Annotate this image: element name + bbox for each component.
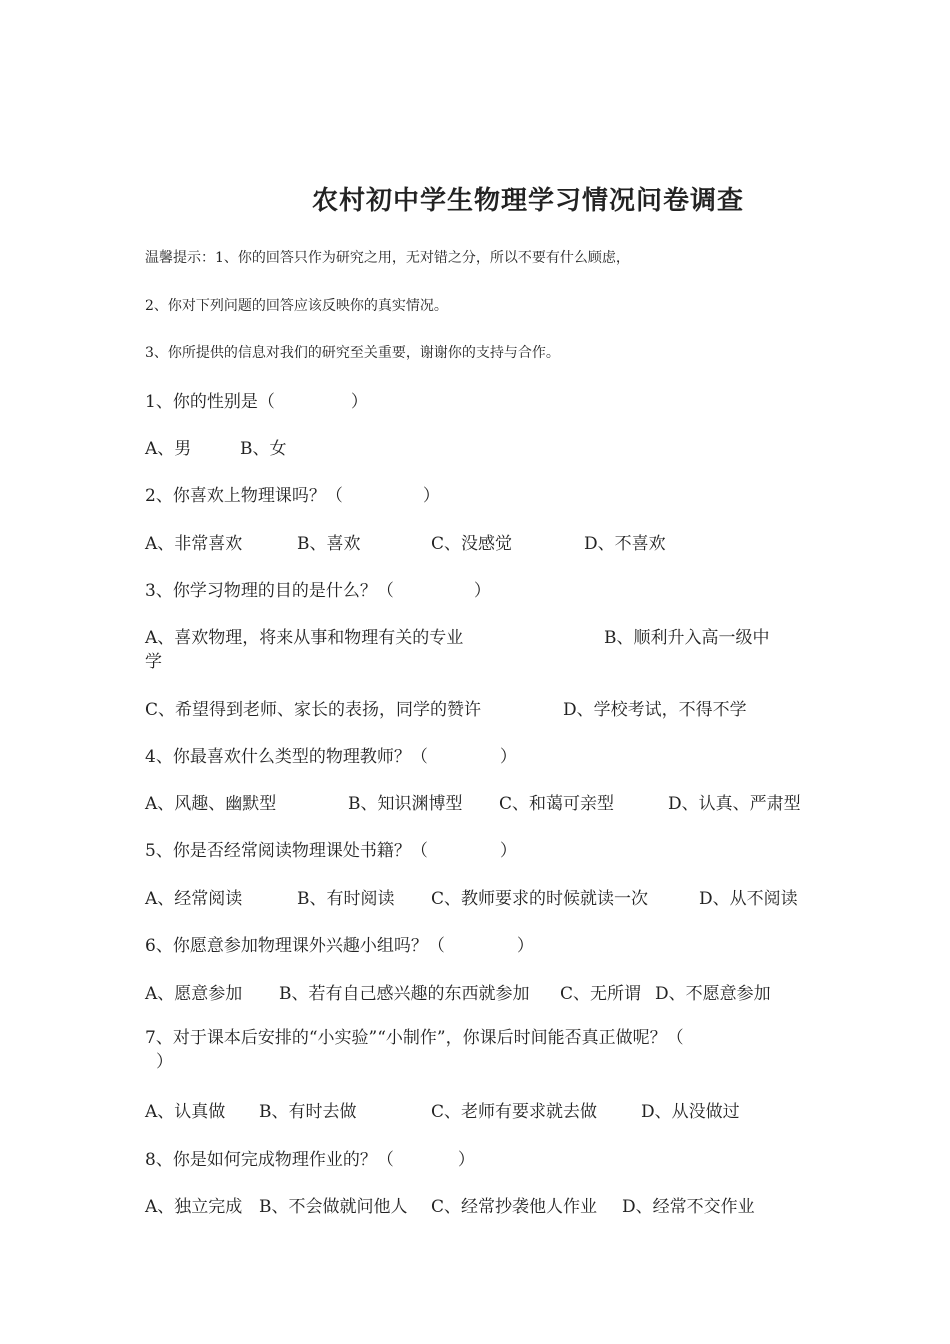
options-2 <box>145 529 666 554</box>
question-6 <box>145 931 534 956</box>
question-close: ） <box>516 936 534 956</box>
options-3a <box>145 623 770 648</box>
option-c: C、和蔼可亲型 <box>499 794 615 814</box>
options-8 <box>145 1192 755 1217</box>
option-d: D、从不阅读 <box>699 889 798 909</box>
option-d: D、从没做过 <box>641 1102 740 1122</box>
option-c: C、经常抄袭他人作业 <box>431 1197 598 1217</box>
question-1 <box>145 387 368 412</box>
options-4 <box>145 789 801 814</box>
question-close: ） <box>422 486 440 506</box>
question-close: ） <box>473 581 491 601</box>
option-d: D、学校考试，不得不学 <box>563 700 747 720</box>
option-a: A、独立完成 <box>145 1197 243 1217</box>
option-a: A、男 <box>145 439 192 459</box>
option-c: C、教师要求的时候就读一次 <box>431 889 649 909</box>
options-7 <box>145 1097 740 1122</box>
question-text: 5、你是否经常阅读物理课处书籍？（ <box>145 841 428 861</box>
option-a: A、风趣、幽默型 <box>145 794 277 814</box>
question-text: 7、对于课本后安排的“小实验”“小制作”，你课后时间能否真正做呢？（ <box>145 1028 684 1048</box>
question-text: 2、你喜欢上物理课吗？（ <box>145 486 343 506</box>
options-3b <box>145 695 747 720</box>
question-text: 3、你学习物理的目的是什么？（ <box>145 581 394 601</box>
option-b: B、有时去做 <box>259 1102 357 1122</box>
question-close: ） <box>499 841 517 861</box>
option-b: B、喜欢 <box>297 534 361 554</box>
option-a: A、愿意参加 <box>145 984 243 1004</box>
option-b: B、女 <box>240 439 287 459</box>
question-close: ） <box>499 747 517 767</box>
tip-line-1: 温馨提示：1、你的回答只作为研究之用，无对错之分，所以不要有什么顾虑， <box>145 250 630 266</box>
option-a: A、非常喜欢 <box>145 534 243 554</box>
option-b: B、知识渊博型 <box>348 794 463 814</box>
option-c: C、无所谓 <box>560 984 642 1004</box>
option-c: C、没感觉 <box>431 534 513 554</box>
question-text: 8、你是如何完成物理作业的？（ <box>145 1150 394 1170</box>
question-text: 4、你最喜欢什么类型的物理教师？（ <box>145 747 428 767</box>
question-close: ） <box>156 1052 173 1072</box>
option-a: A、经常阅读 <box>145 889 243 909</box>
tip-line-2: 2、你对下列问题的回答应该反映你的真实情况。 <box>145 298 448 314</box>
options-5 <box>145 884 798 909</box>
option-d: D、经常不交作业 <box>622 1197 755 1217</box>
option-a: A、认真做 <box>145 1102 226 1122</box>
question-3 <box>145 576 491 601</box>
option-b: B、有时阅读 <box>297 889 395 909</box>
option-b: B、不会做就问他人 <box>259 1197 408 1217</box>
option-b: B、顺利升入高一级中 <box>604 628 770 648</box>
question-text: 6、你愿意参加物理课外兴趣小组吗？（ <box>145 936 445 956</box>
question-8 <box>145 1145 475 1170</box>
question-4 <box>145 742 517 767</box>
question-7 <box>145 1026 805 1074</box>
option-c: C、希望得到老师、家长的表扬，同学的赞许 <box>145 700 482 720</box>
question-2 <box>145 481 440 506</box>
option-d: D、认真、严肃型 <box>668 794 801 814</box>
options-1 <box>145 434 287 459</box>
question-5 <box>145 836 517 861</box>
tip-line-3: 3、你所提供的信息对我们的研究至关重要，谢谢你的支持与合作。 <box>145 345 560 361</box>
options-6 <box>145 979 771 1004</box>
option-c: C、老师有要求就去做 <box>431 1102 598 1122</box>
page-title: 农村初中学生物理学习情况问卷调查 <box>312 186 745 216</box>
option-b: B、若有自己感兴趣的东西就参加 <box>279 984 530 1004</box>
options-3a-wrap: 学 <box>145 652 162 672</box>
question-close: ） <box>350 392 368 412</box>
question-text: 1、你的性别是（ <box>145 392 275 412</box>
option-d: D、不愿意参加 <box>655 984 771 1004</box>
option-d: D、不喜欢 <box>584 534 666 554</box>
question-close: ） <box>457 1150 475 1170</box>
option-a: A、喜欢物理，将来从事和物理有关的专业 <box>145 628 464 648</box>
